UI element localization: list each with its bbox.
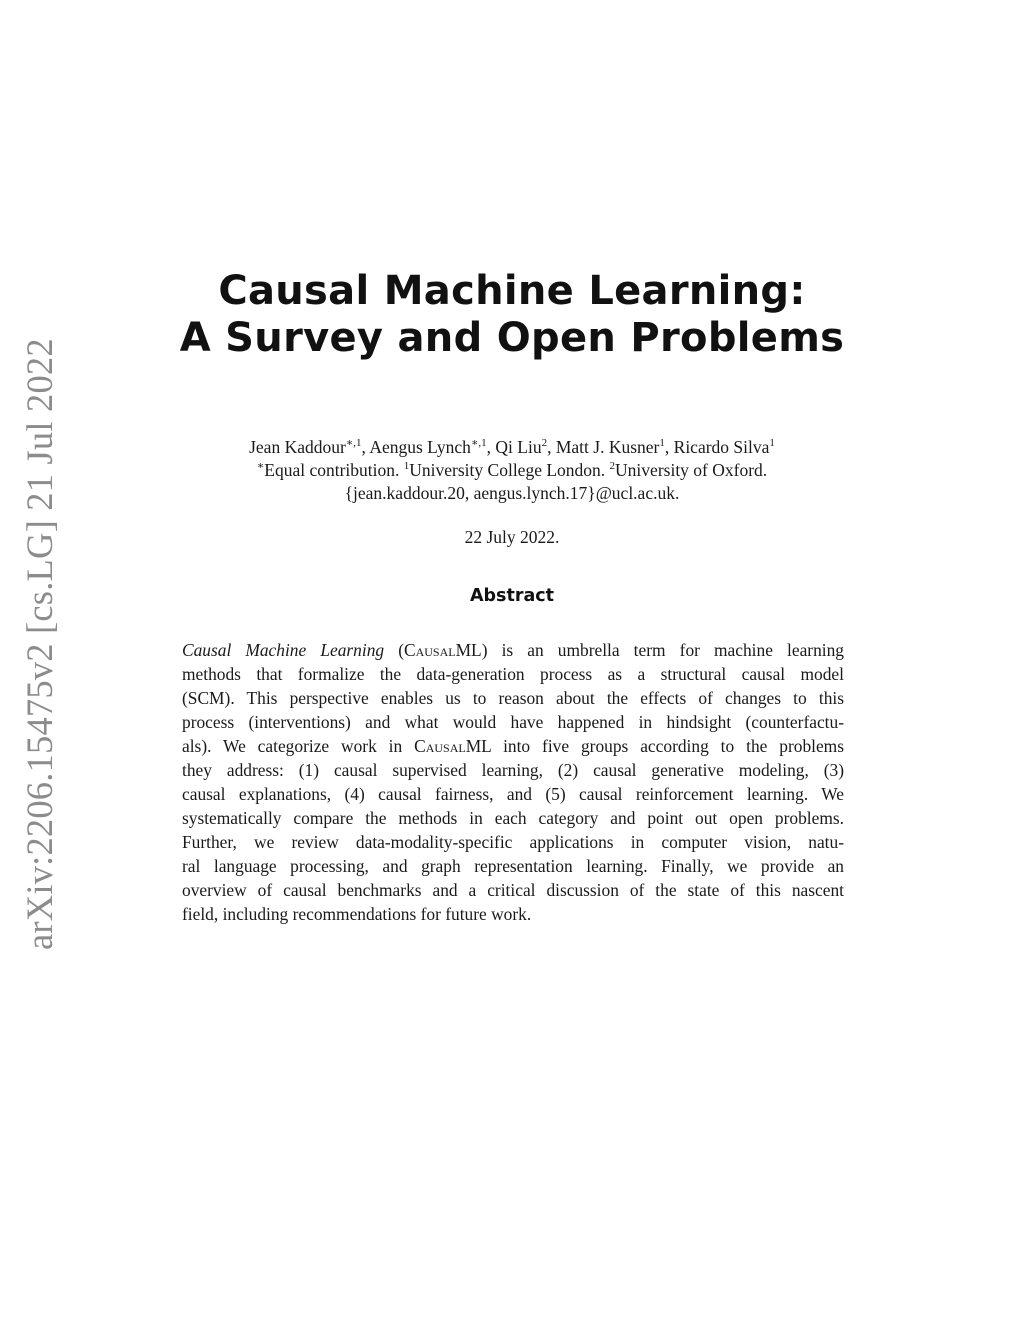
author-separator: , <box>664 437 674 457</box>
abstract-line: causal explanations, (4) causal fairness, and (5) causal reinforcement learning. We <box>182 784 844 804</box>
author-name: Qi Liu <box>495 437 542 457</box>
author-affiliation-mark: 1 <box>769 437 775 449</box>
paper-title <box>120 268 904 362</box>
abstract-line: overview of causal benchmarks and a critical discussion of the state of this nascent <box>182 880 844 900</box>
author-separator: , <box>486 437 496 457</box>
equal-contribution-mark: ∗ <box>256 460 265 472</box>
author-affiliation-mark: ∗,1 <box>470 437 487 449</box>
author-separator: , <box>361 437 370 457</box>
paper-title-line-1: Causal Machine Learning: <box>218 268 806 314</box>
causalml-suffix: ML <box>455 640 482 660</box>
affiliation-ucl: University College London. <box>409 460 606 480</box>
abstract-line-text: als). We categorize work in <box>182 736 403 756</box>
author-list <box>120 436 904 459</box>
author-name: Aengus Lynch <box>369 437 471 457</box>
abstract-line-text: into five groups according to the problems <box>503 736 844 756</box>
arxiv-identifier-stamp: arXiv:2206.15475v2 [cs.LG] 21 Jul 2022 <box>19 338 60 950</box>
author-name: Ricardo Silva <box>673 437 770 457</box>
abstract-line: (SCM). This perspective enables us to reason about the effects of changes to this <box>182 688 844 708</box>
abstract-line: methods that formalize the data-generation process as a structural causal model <box>182 664 844 684</box>
abstract-line: ral language processing, and graph representation learning. Finally, we provide an <box>182 856 844 876</box>
abstract-line <box>182 734 844 758</box>
author-name: Jean Kaddour <box>249 437 346 457</box>
causalml-suffix: ML <box>465 736 492 756</box>
equal-contribution-note: Equal contribution. <box>264 460 400 480</box>
affiliation-oxford: University of Oxford. <box>615 460 768 480</box>
causalml-smallcaps: Causal <box>414 736 466 756</box>
abstract-line-text: is an umbrella term for machine learning <box>501 640 844 660</box>
abstract-line: Causal Machine Learning (CausalML) is an umbrella term for machine learning <box>182 640 844 660</box>
abstract-line: they address: (1) causal supervised learning, (2) causal generative modeling, (3) <box>182 760 844 780</box>
author-separator: , <box>547 437 556 457</box>
author-affiliation-mark: 2 <box>541 437 548 449</box>
affiliation-mark-2: 2 <box>609 460 616 472</box>
abstract-body <box>182 638 844 926</box>
causalml-smallcaps: Causal <box>403 640 456 660</box>
paper-date: 22 July 2022. <box>464 527 560 547</box>
author-affiliation-mark: 1 <box>659 437 665 449</box>
abstract-line: field, including recommendations for future work. <box>182 904 532 924</box>
abstract-term-italic: Causal Machine Learning <box>182 640 385 660</box>
abstract-line: process (interventions) and what would have happened in hindsight (counterfactu- <box>182 712 844 732</box>
abstract-line: systematically compare the methods in each category and point out open problems. <box>182 808 844 828</box>
abstract-heading: Abstract <box>469 586 555 606</box>
author-block <box>120 436 904 505</box>
affiliations <box>120 459 904 482</box>
author-name: Matt J. Kusner <box>555 437 660 457</box>
paper-title-line-2: A Survey and Open Problems <box>179 315 845 361</box>
author-affiliation-mark: ∗,1 <box>345 437 362 449</box>
affiliation-mark-1: 1 <box>403 460 410 472</box>
abstract-line: Further, we review data-modality-specific applications in computer vision, natu- <box>182 832 844 852</box>
author-emails: {jean.kaddour.20, aengus.lynch.17}@ucl.ac.uk. <box>344 483 680 503</box>
